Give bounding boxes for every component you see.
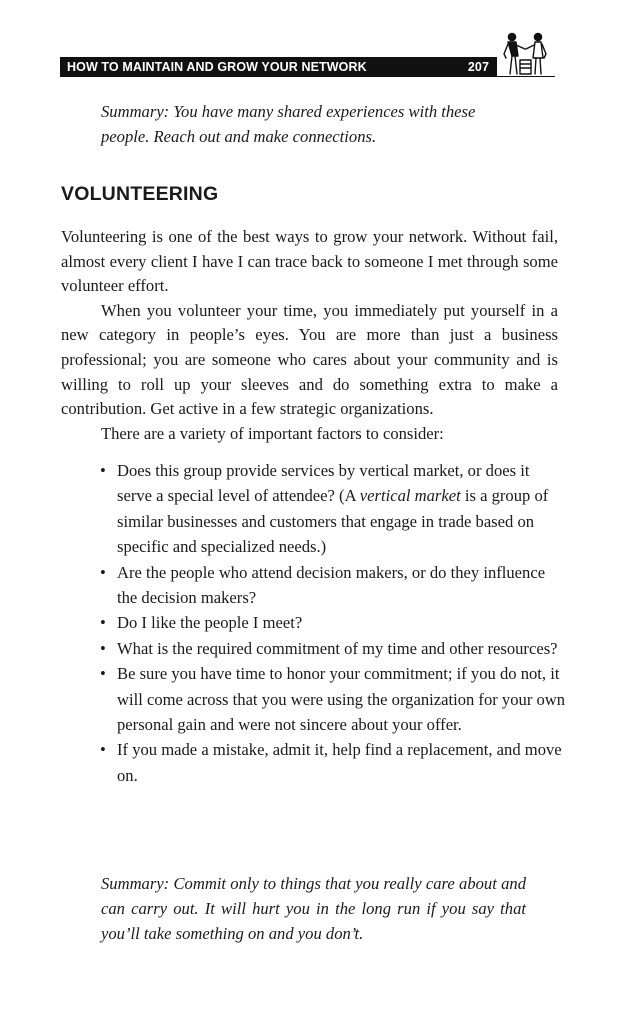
paragraph: When you volunteer your time, you immediately put yourself in a new category in people’s eyes. You are more than just a business professional; you are someone who cares about your community and is willing to roll up your sleeves and do something extra to make a contribution. Get active in a few strategic organizations.: [61, 300, 558, 419]
bullet-icon: •: [100, 461, 106, 480]
running-head: [60, 57, 497, 77]
list-item-text: Do I like the people I meet?: [117, 613, 303, 633]
paragraph: There are a variety of important factors to consider:: [101, 423, 444, 443]
section-body: [61, 225, 558, 446]
running-title: HOW TO MAINTAIN AND GROW YOUR NETWORK: [67, 60, 367, 74]
list-item: [97, 661, 567, 737]
defined-term: vertical market: [359, 486, 461, 506]
list-item-text: Be sure you have time to honor your commitment; if you do not, it will come across that you were using the organization for your own personal gain and were not sincere about your offer.: [117, 664, 566, 735]
summary-top: Summary: You have many shared experiences with these people. Reach out and make connections.: [101, 102, 476, 146]
factor-list: [97, 458, 567, 788]
bullet-icon: •: [100, 664, 106, 684]
list-item-text: Does this group provide services by vertical market, or does it serve a special level of attendee? (A: [117, 461, 530, 506]
section-heading: VOLUNTEERING: [61, 183, 219, 205]
summary-bottom: Summary: Commit only to things that you really care about and can carry out. It will hurt you in the long run if you say that you’ll take something on and you don’t.: [101, 874, 526, 943]
list-item-text: If you made a mistake, admit it, help find a replacement, and move on.: [117, 740, 562, 785]
bullet-icon: •: [100, 613, 106, 633]
bullet-icon: •: [100, 638, 106, 658]
bullet-icon: •: [100, 562, 106, 582]
list-item: [97, 636, 567, 661]
paragraph: Volunteering is one of the best ways to grow your network. Without fail, almost every client I have I can trace back to someone I met through some volunteer effort.: [61, 227, 558, 296]
list-item-text: is a group of similar businesses and customers that engage in trade based on specific and specialized needs.): [117, 486, 549, 557]
page-number: 207: [467, 60, 489, 74]
list-item: [97, 560, 567, 611]
bullet-icon: •: [100, 740, 106, 760]
list-item-text: What is the required commitment of my time and other resources?: [117, 638, 558, 658]
list-item-text: Are the people who attend decision makers, or do they influence the decision makers?: [117, 562, 546, 608]
list-item: [97, 458, 567, 560]
list-item: [97, 737, 567, 788]
handshake-icon: [498, 30, 556, 78]
list-item: [97, 610, 567, 635]
